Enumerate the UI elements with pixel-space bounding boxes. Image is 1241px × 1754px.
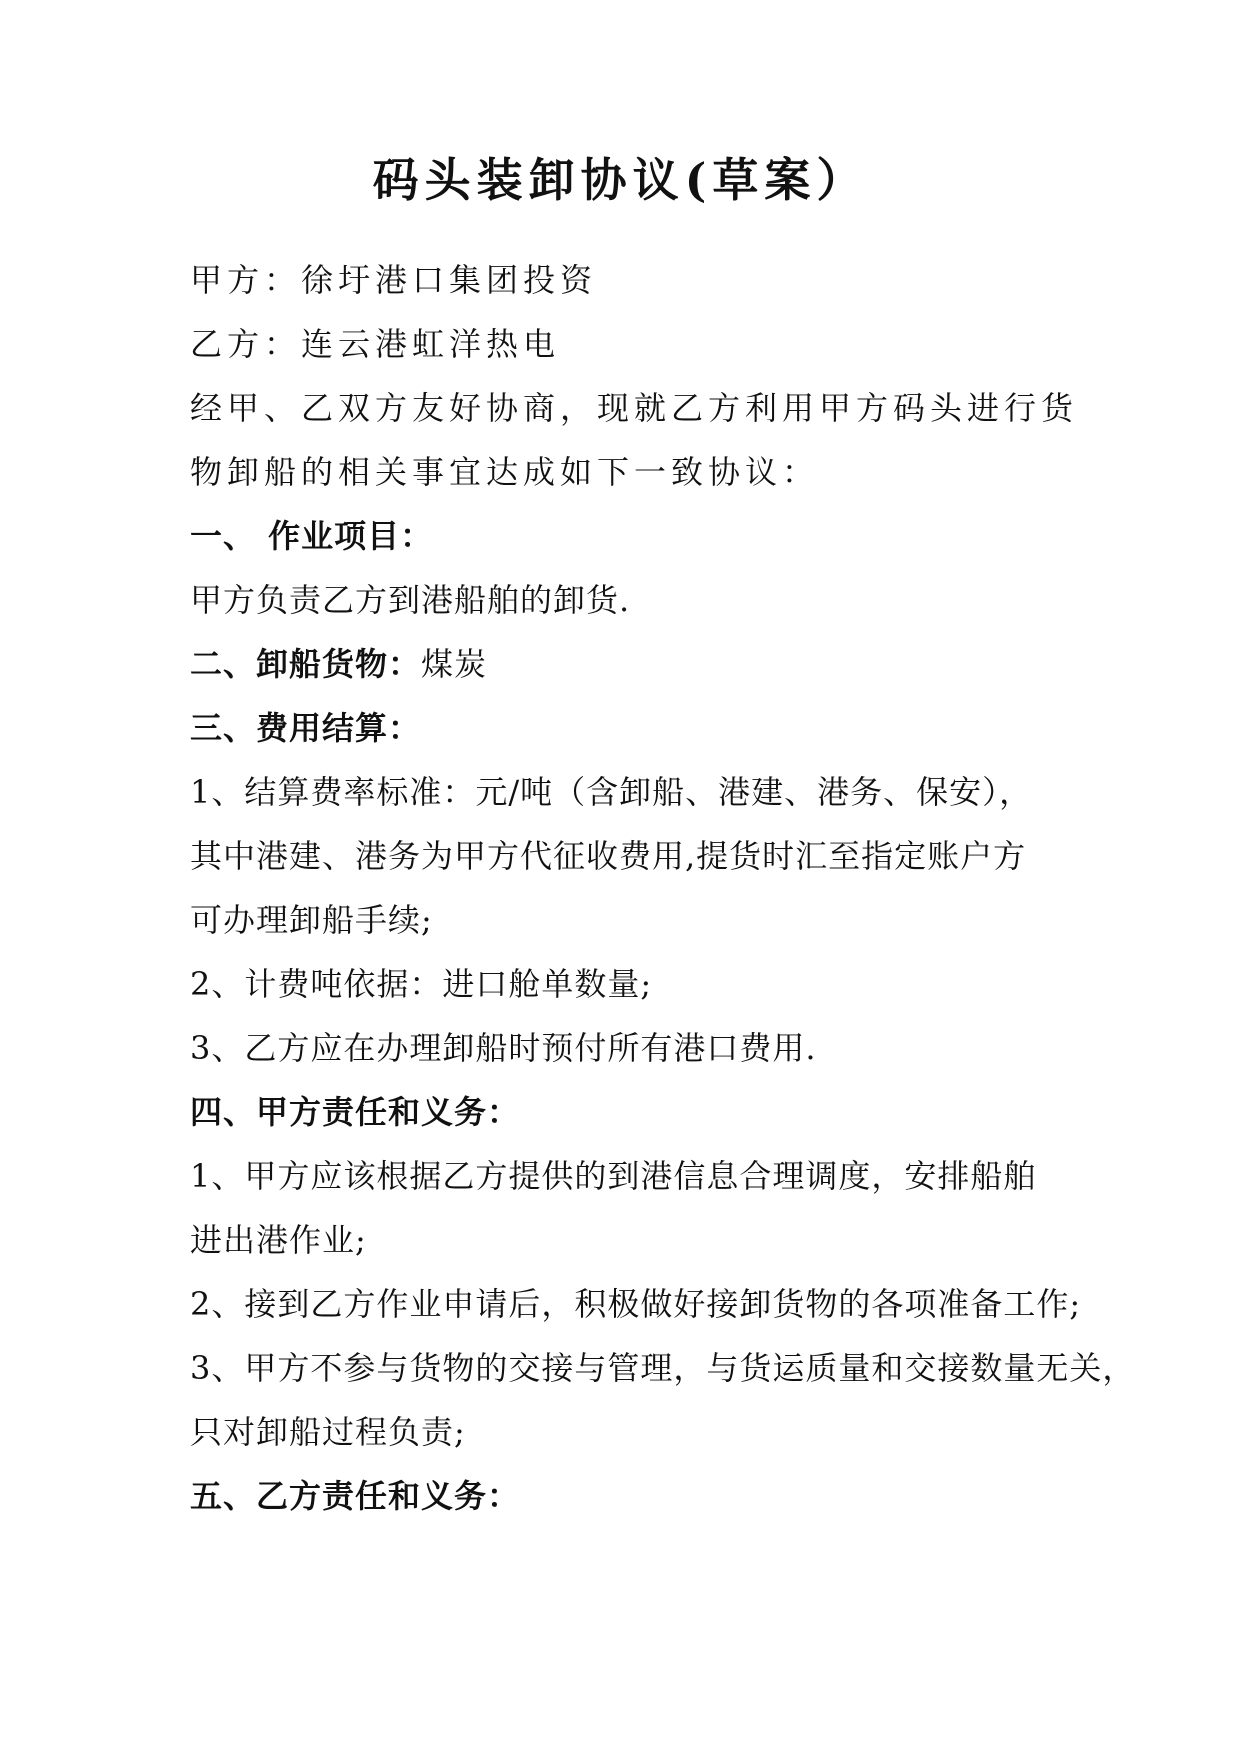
section-3-item-1-line-1: 1、结算费率标准：元/吨（含卸船、港建、港务、保安）， [190, 773, 1033, 811]
party-b: 乙方：连云港虹洋热电 [190, 325, 561, 363]
section-4-item-1-line-1: 1、甲方应该根据乙方提供的到港信息合理调度，安排船舶 [190, 1157, 1037, 1195]
intro-line-2: 物卸船的相关事宜达成如下一致协议： [190, 453, 820, 491]
section-2-row [190, 640, 487, 688]
section-3-item-3: 3、乙方应在办理卸船时预付所有港口费用. [190, 1029, 817, 1067]
section-5-heading: 五、乙方责任和义务： [190, 1477, 521, 1515]
section-4-item-3-line-1: 3、甲方不参与货物的交接与管理，与货运质量和交接数量无关， [190, 1349, 1136, 1387]
section-3-item-2: 2、计费吨依据：进口舱单数量; [190, 965, 653, 1003]
intro-line-1: 经甲、乙双方友好协商，现就乙方利用甲方码头进行货 [190, 389, 1079, 427]
section-1-heading: 一、 作业项目： [190, 517, 434, 555]
section-3-heading: 三、费用结算： [190, 709, 422, 747]
section-2-value: 煤炭 [421, 645, 488, 683]
section-1-line-1: 甲方负责乙方到港船舶的卸货. [190, 581, 631, 619]
document-title: 码头装卸协议(草案） [372, 153, 869, 207]
section-2-heading: 二、卸船货物： [190, 645, 422, 683]
section-4-heading: 四、甲方责任和义务： [190, 1093, 521, 1131]
section-4-item-1-line-2: 进出港作业; [190, 1221, 367, 1259]
section-4-item-3-line-2: 只对卸船过程负责; [190, 1413, 466, 1451]
section-4-item-2: 2、接到乙方作业申请后，积极做好接卸货物的各项准备工作; [190, 1285, 1082, 1323]
section-3-item-1-line-2: 其中港建、港务为甲方代征收费用,提货时汇至指定账户方 [190, 837, 1027, 875]
party-a: 甲方：徐圩港口集团投资 [190, 261, 598, 299]
section-3-item-1-line-3: 可办理卸船手续; [190, 901, 433, 939]
